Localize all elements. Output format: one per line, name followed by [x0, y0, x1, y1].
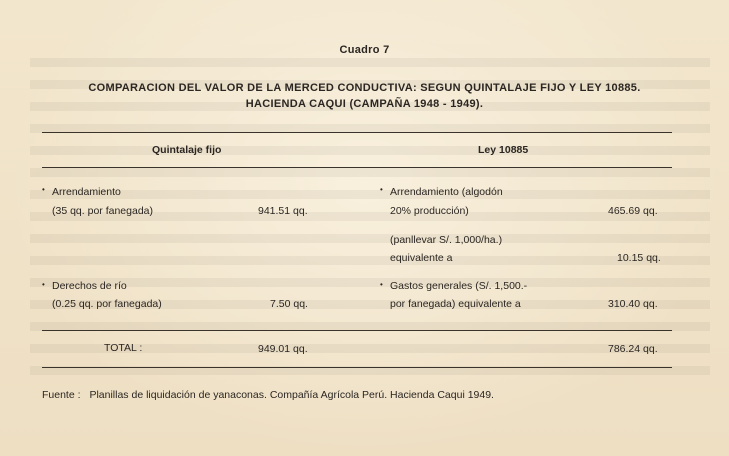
header-quintalaje-fijo: Quintalaje fijo	[152, 144, 222, 156]
right-row-2-value: 10.15 qq.	[617, 252, 661, 264]
right-row-1-label-line1: Arrendamiento (algodón	[390, 186, 503, 198]
left-row-2-label-line1: Derechos de río	[52, 280, 127, 292]
left-row-1-label-line1: Arrendamiento	[52, 186, 121, 198]
left-row-1-label-line2: (35 qq. por fanegada)	[52, 205, 153, 217]
bullet-marker: •	[42, 280, 45, 289]
bottom-rule	[42, 367, 672, 368]
right-row-2-label-line1: (panllevar S/. 1,000/ha.)	[390, 234, 503, 246]
header-rule	[42, 167, 672, 168]
source-note	[42, 389, 494, 401]
bullet-marker: •	[380, 280, 383, 289]
header-ley-10885: Ley 10885	[478, 144, 529, 156]
right-row-1-value: 465.69 qq.	[608, 205, 658, 217]
total-label: TOTAL :	[104, 342, 143, 354]
total-left-value: 949.01 qq.	[258, 343, 308, 355]
right-row-3-value: 310.40 qq.	[608, 298, 658, 310]
right-row-3-label-line1: Gastos generales (S/. 1,500.-	[390, 280, 528, 292]
totals-top-rule	[42, 330, 672, 331]
table-number: Cuadro 7	[339, 44, 390, 56]
top-rule	[42, 132, 672, 133]
source-text: Planillas de liquidación de yanaconas. Compañía Agrícola Perú. Hacienda Caqui 1949.	[89, 389, 494, 401]
right-row-3-label-line2: por fanegada) equivalente a	[390, 298, 521, 310]
total-right-value: 786.24 qq.	[608, 343, 658, 355]
left-row-2-label-line2: (0.25 qq. por fanegada)	[52, 298, 162, 310]
bullet-marker: •	[380, 185, 383, 194]
right-row-1-label-line2: 20% producción)	[390, 205, 469, 217]
right-row-2-label-line2: equivalente a	[390, 252, 453, 264]
bullet-marker: •	[42, 185, 45, 194]
table-title-line1: COMPARACION DEL VALOR DE LA MERCED CONDUCTIVA: SEGUN QUINTALAJE FIJO Y LEY 10885.	[88, 82, 641, 94]
left-row-1-value: 941.51 qq.	[258, 205, 308, 217]
left-row-2-value: 7.50 qq.	[270, 298, 308, 310]
source-label: Fuente :	[42, 389, 81, 401]
table-title-line2: HACIENDA CAQUI (CAMPAÑA 1948 - 1949).	[245, 98, 484, 110]
